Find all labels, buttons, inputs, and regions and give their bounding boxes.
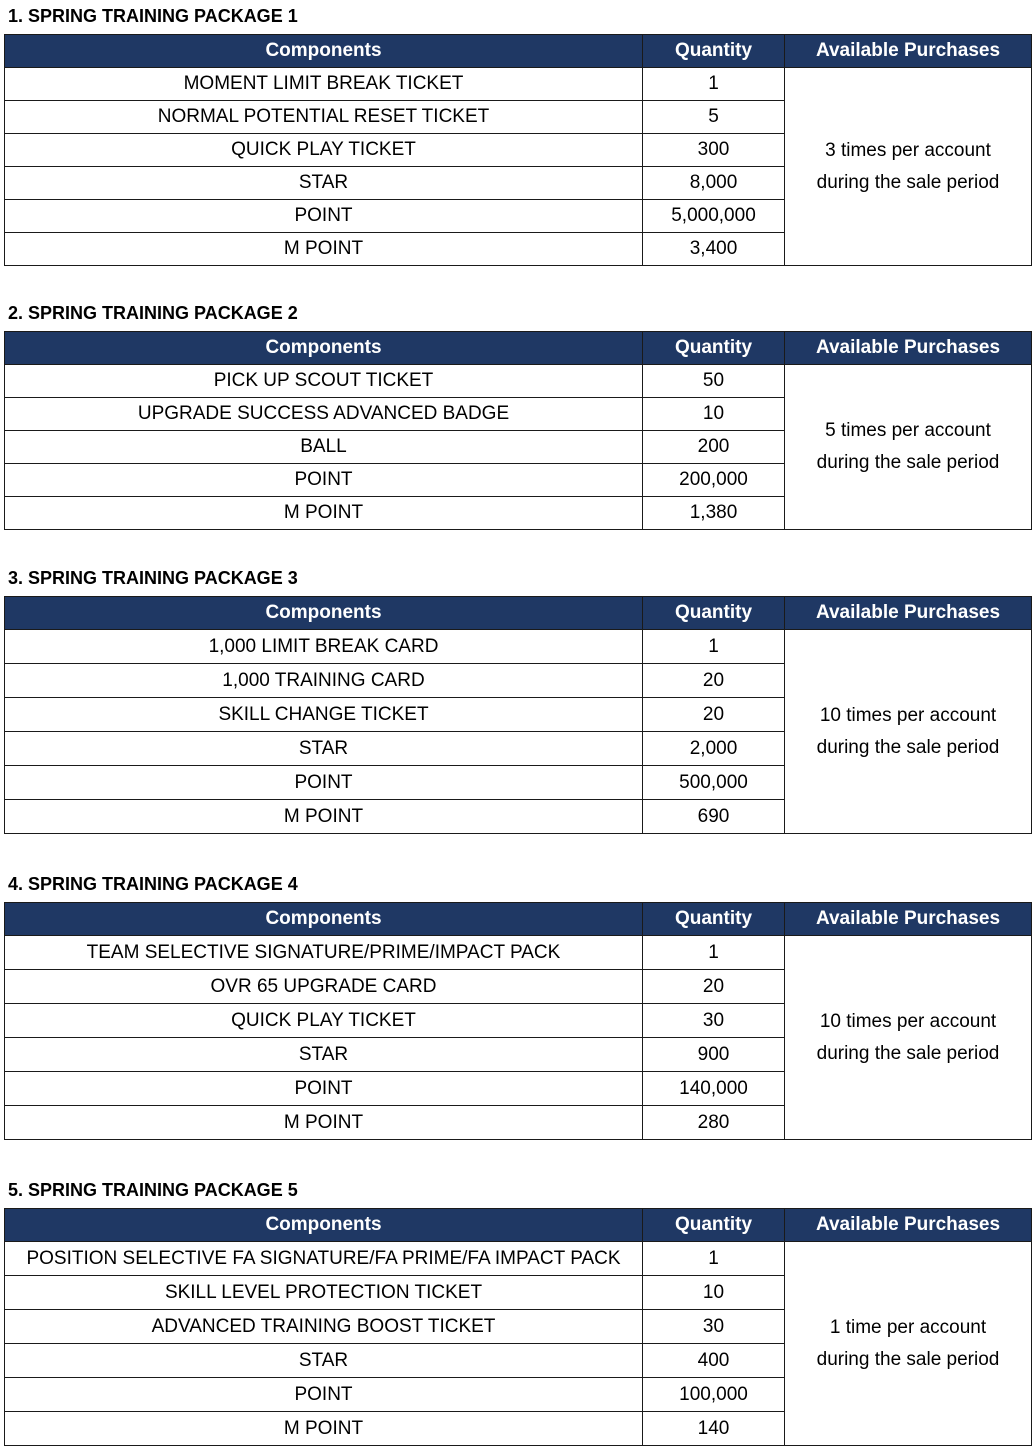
table-header-row <box>5 903 1032 936</box>
package-title: 4. SPRING TRAINING PACKAGE 4 <box>8 874 298 894</box>
component-name-cell: M POINT <box>5 233 643 266</box>
available-purchases-line-1: 3 times per account <box>825 139 991 161</box>
table-header-row <box>5 1209 1032 1242</box>
quantity-cell: 30 <box>643 1310 785 1344</box>
component-name-cell: NORMAL POTENTIAL RESET TICKET <box>5 101 643 134</box>
quantity-cell: 1 <box>643 630 785 664</box>
quantity-cell: 1,380 <box>643 497 785 530</box>
component-name-cell: TEAM SELECTIVE SIGNATURE/PRIME/IMPACT PACK <box>5 936 643 970</box>
package-title: 5. SPRING TRAINING PACKAGE 5 <box>8 1180 298 1200</box>
component-name-cell: M POINT <box>5 800 643 834</box>
quantity-cell: 100,000 <box>643 1378 785 1412</box>
component-name-cell: STAR <box>5 732 643 766</box>
component-name-cell: QUICK PLAY TICKET <box>5 1004 643 1038</box>
quantity-cell: 1 <box>643 936 785 970</box>
component-name-cell: M POINT <box>5 1412 643 1446</box>
available-purchases-cell <box>785 936 1032 1140</box>
component-name-cell: 1,000 LIMIT BREAK CARD <box>5 630 643 664</box>
header-available-purchases: Available Purchases <box>785 35 1032 68</box>
table-row <box>5 630 1032 664</box>
component-name-cell: PICK UP SCOUT TICKET <box>5 365 643 398</box>
header-components: Components <box>5 597 643 630</box>
component-name-cell: STAR <box>5 1038 643 1072</box>
component-name-cell: MOMENT LIMIT BREAK TICKET <box>5 68 643 101</box>
component-name-cell: SKILL LEVEL PROTECTION TICKET <box>5 1276 643 1310</box>
quantity-cell: 50 <box>643 365 785 398</box>
table-header-row <box>5 332 1032 365</box>
quantity-cell: 2,000 <box>643 732 785 766</box>
quantity-cell: 140,000 <box>643 1072 785 1106</box>
header-available-purchases: Available Purchases <box>785 903 1032 936</box>
table-header-row <box>5 35 1032 68</box>
header-quantity: Quantity <box>643 903 785 936</box>
quantity-cell: 280 <box>643 1106 785 1140</box>
header-quantity: Quantity <box>643 1209 785 1242</box>
available-purchases-line-1: 5 times per account <box>825 420 991 441</box>
package-title: 2. SPRING TRAINING PACKAGE 2 <box>8 303 298 323</box>
header-available-purchases: Available Purchases <box>785 332 1032 365</box>
quantity-cell: 3,400 <box>643 233 785 266</box>
component-name-cell: QUICK PLAY TICKET <box>5 134 643 167</box>
quantity-cell: 140 <box>643 1412 785 1446</box>
quantity-cell: 690 <box>643 800 785 834</box>
component-name-cell: OVR 65 UPGRADE CARD <box>5 970 643 1004</box>
component-name-cell: ADVANCED TRAINING BOOST TICKET <box>5 1310 643 1344</box>
component-name-cell: M POINT <box>5 1106 643 1140</box>
component-name-cell: M POINT <box>5 497 643 530</box>
package-table <box>4 596 1032 834</box>
component-name-cell: UPGRADE SUCCESS ADVANCED BADGE <box>5 398 643 431</box>
available-purchases-line-2: during the sale period <box>816 736 1000 758</box>
available-purchases-cell <box>785 1242 1032 1446</box>
component-name-cell: POINT <box>5 200 643 233</box>
table-row <box>5 365 1032 398</box>
table-row <box>5 1242 1032 1276</box>
package-table <box>4 902 1032 1140</box>
table-row <box>5 68 1032 101</box>
component-name-cell: POINT <box>5 1072 643 1106</box>
available-purchases-line-1: 10 times per account <box>819 1010 997 1032</box>
quantity-cell: 900 <box>643 1038 785 1072</box>
available-purchases-line-2: during the sale period <box>816 452 1000 473</box>
available-purchases-line-2: during the sale period <box>816 1348 1000 1370</box>
available-purchases-line-1: 10 times per account <box>819 704 997 726</box>
quantity-cell: 30 <box>643 1004 785 1038</box>
quantity-cell: 200 <box>643 431 785 464</box>
quantity-cell: 400 <box>643 1344 785 1378</box>
available-purchases-cell <box>785 365 1032 530</box>
quantity-cell: 5,000,000 <box>643 200 785 233</box>
available-purchases-line-2: during the sale period <box>816 1042 1000 1064</box>
component-name-cell: 1,000 TRAINING CARD <box>5 664 643 698</box>
available-purchases-line-1: 1 time per account <box>829 1316 987 1338</box>
header-quantity: Quantity <box>643 597 785 630</box>
component-name-cell: STAR <box>5 167 643 200</box>
component-name-cell: BALL <box>5 431 643 464</box>
package-table <box>4 1208 1032 1446</box>
table-row <box>5 936 1032 970</box>
header-available-purchases: Available Purchases <box>785 1209 1032 1242</box>
package-title: 3. SPRING TRAINING PACKAGE 3 <box>8 568 298 588</box>
quantity-cell: 1 <box>643 68 785 101</box>
available-purchases-cell <box>785 630 1032 834</box>
component-name-cell: POINT <box>5 464 643 497</box>
table-header-row <box>5 597 1032 630</box>
component-name-cell: STAR <box>5 1344 643 1378</box>
package-table <box>4 331 1032 530</box>
quantity-cell: 8,000 <box>643 167 785 200</box>
component-name-cell: POINT <box>5 766 643 800</box>
quantity-cell: 500,000 <box>643 766 785 800</box>
quantity-cell: 10 <box>643 398 785 431</box>
header-components: Components <box>5 332 643 365</box>
quantity-cell: 20 <box>643 698 785 732</box>
header-quantity: Quantity <box>643 332 785 365</box>
header-components: Components <box>5 1209 643 1242</box>
quantity-cell: 20 <box>643 970 785 1004</box>
quantity-cell: 10 <box>643 1276 785 1310</box>
package-table <box>4 34 1032 266</box>
package-title: 1. SPRING TRAINING PACKAGE 1 <box>8 6 298 26</box>
component-name-cell: POSITION SELECTIVE FA SIGNATURE/FA PRIME/FA IMPACT PACK <box>5 1242 643 1276</box>
quantity-cell: 5 <box>643 101 785 134</box>
quantity-cell: 1 <box>643 1242 785 1276</box>
available-purchases-cell <box>785 68 1032 266</box>
available-purchases-line-2: during the sale period <box>816 171 1000 193</box>
component-name-cell: SKILL CHANGE TICKET <box>5 698 643 732</box>
header-quantity: Quantity <box>643 35 785 68</box>
header-components: Components <box>5 903 643 936</box>
quantity-cell: 300 <box>643 134 785 167</box>
quantity-cell: 20 <box>643 664 785 698</box>
header-available-purchases: Available Purchases <box>785 597 1032 630</box>
component-name-cell: POINT <box>5 1378 643 1412</box>
quantity-cell: 200,000 <box>643 464 785 497</box>
header-components: Components <box>5 35 643 68</box>
